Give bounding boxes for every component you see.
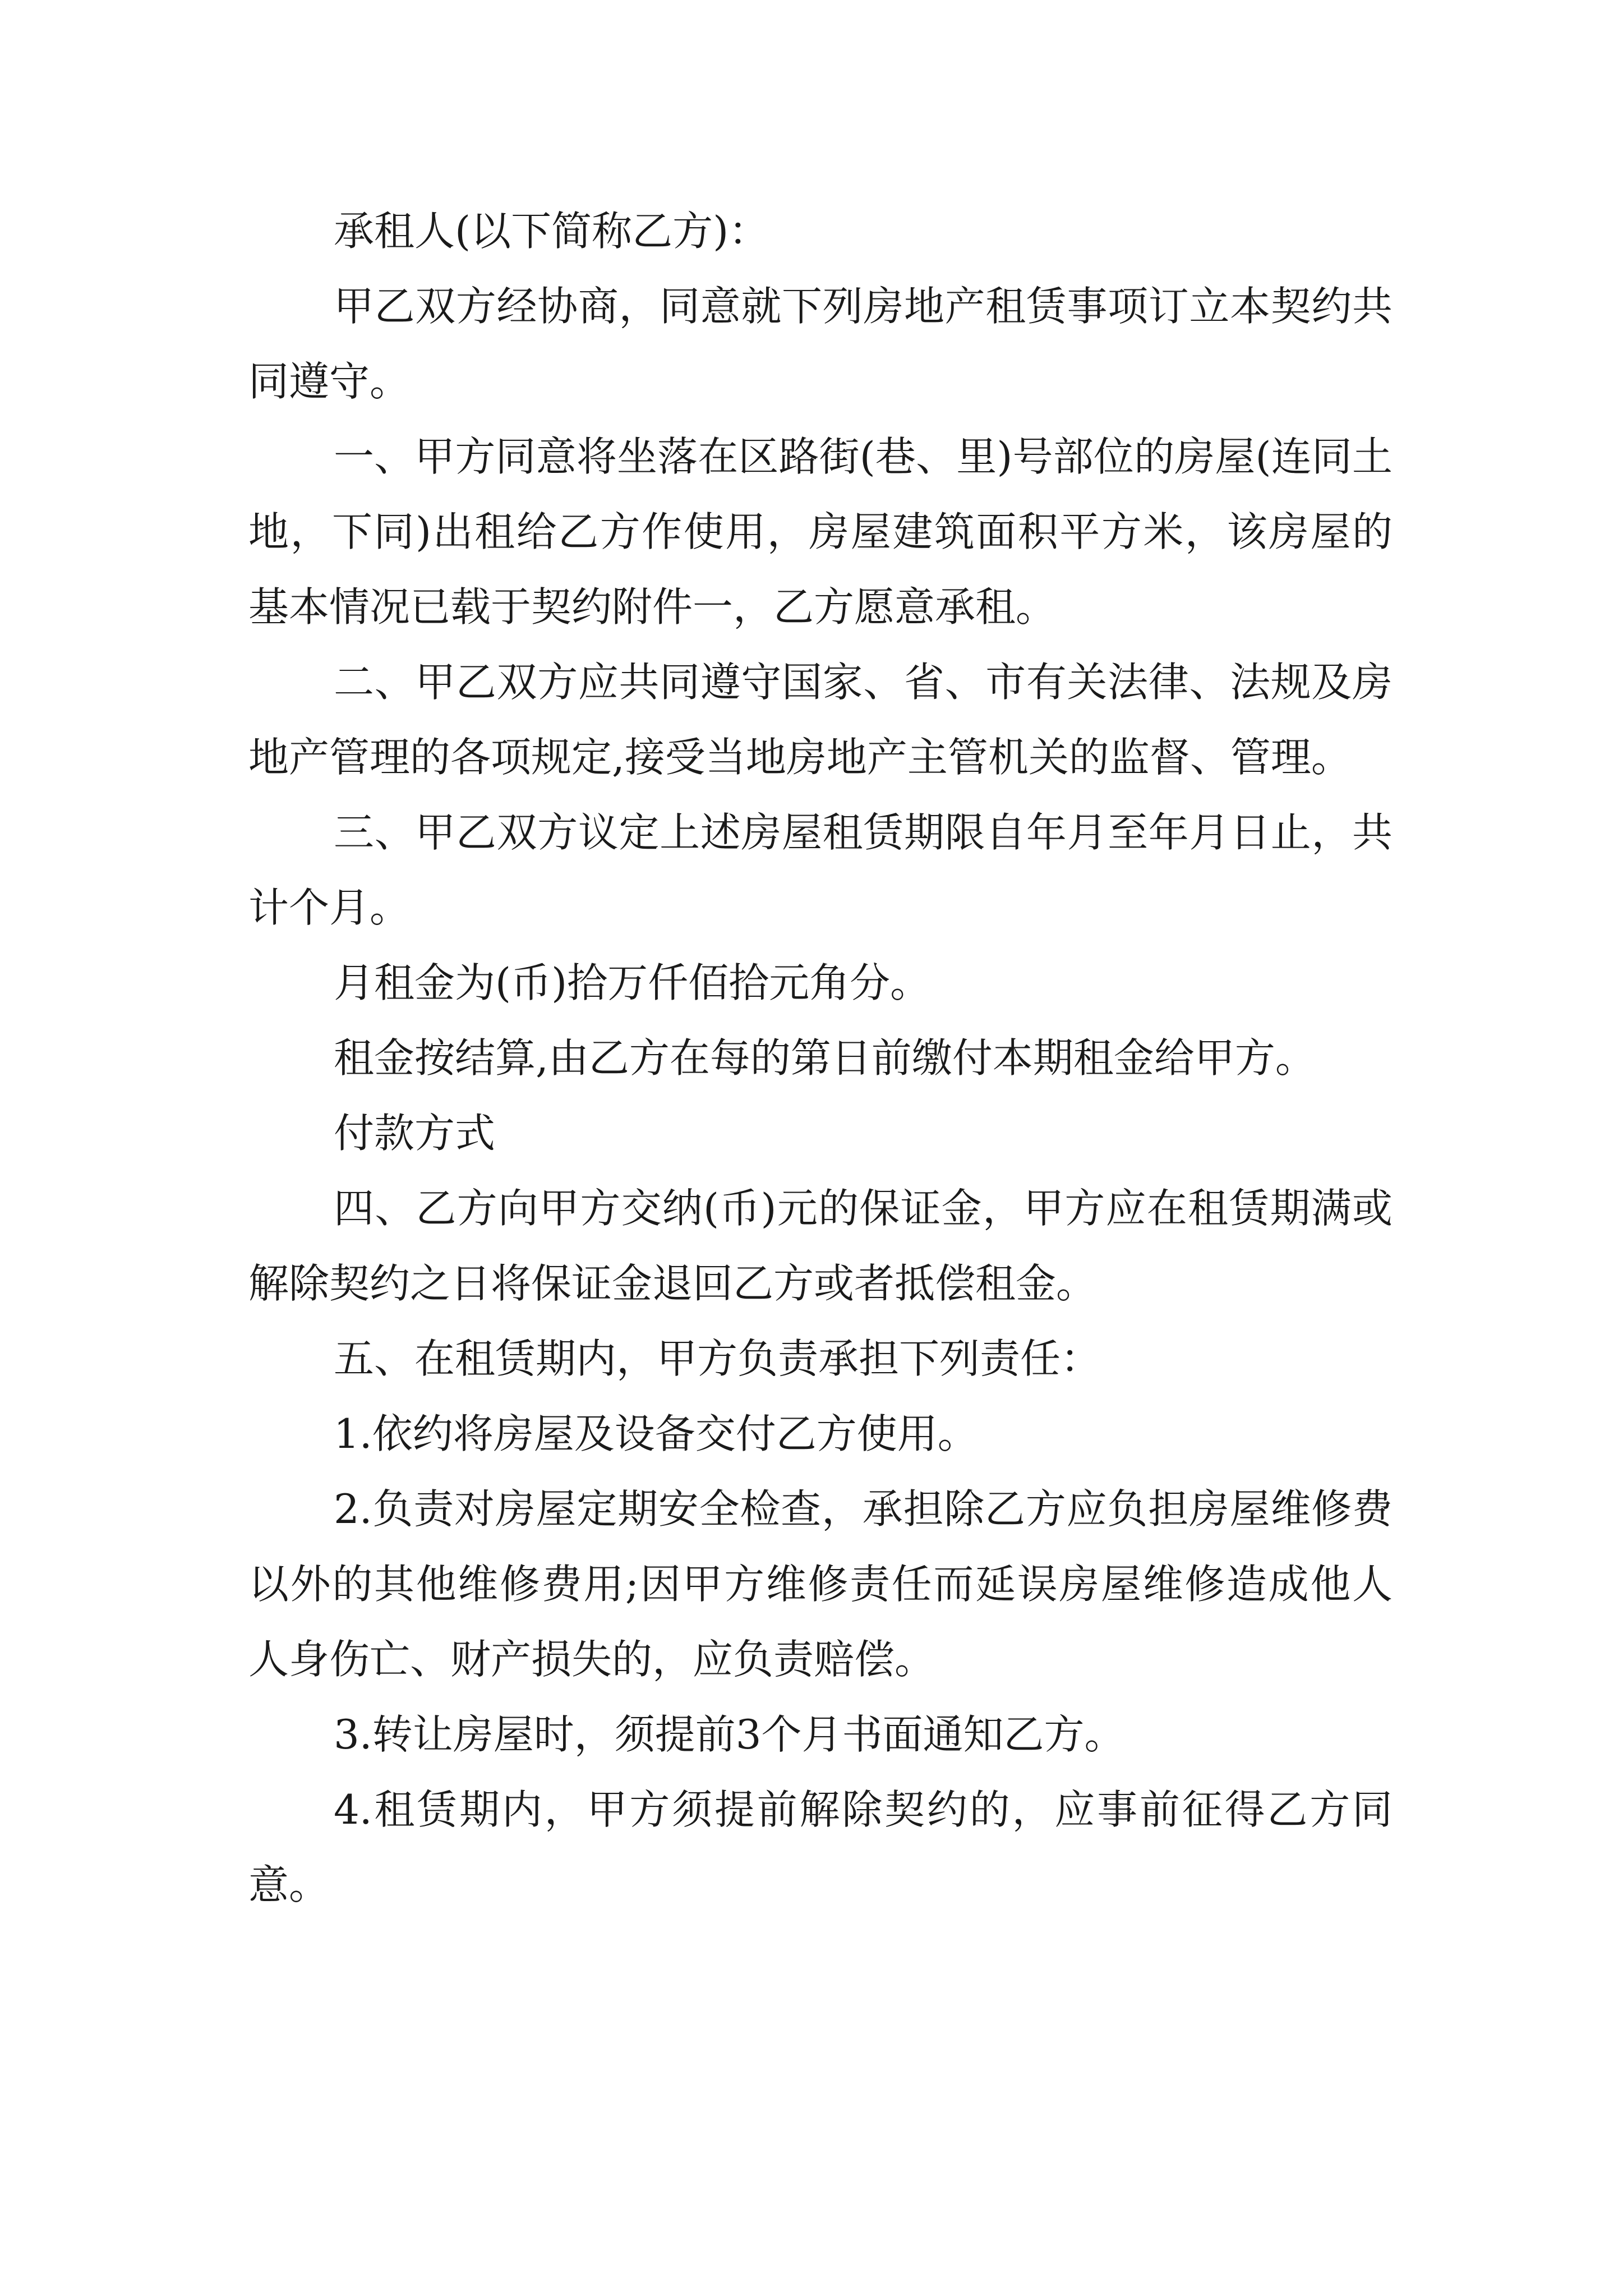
paragraph-item-4: 4.租赁期内，甲方须提前解除契约的，应事前征得乙方同意。 [248, 1786, 1393, 1908]
paragraph-clause-4: 四、乙方向甲方交纳(币)元的保证金，甲方应在租赁期满或解除契约之日将保证金退回乙方或者抵偿租金。 [248, 1185, 1393, 1307]
paragraph-preamble: 甲乙双方经协商，同意就下列房地产租赁事项订立本契约共同遵守。 [248, 283, 1393, 405]
paragraph-monthly-rent: 月租金为(币)拾万仟佰拾元角分。 [334, 959, 931, 1006]
paragraph-item-1: 1.依约将房屋及设备交付乙方使用。 [334, 1410, 978, 1457]
paragraph-clause-1: 一、甲方同意将坐落在区路街(巷、里)号部位的房屋(连同土地，下同)出租给乙方作使用，房屋建筑面积平方米，该房屋的基本情况已载于契约附件一，乙方愿意承租。 [248, 433, 1393, 631]
paragraph-clause-3: 三、甲乙双方议定上述房屋租赁期限自年月至年月日止，共计个月。 [248, 809, 1393, 931]
paragraph-clause-5: 五、在租赁期内，甲方负责承担下列责任： [334, 1335, 1101, 1382]
document-body [248, 194, 1393, 1922]
paragraph-item-3: 3.转让房屋时，须提前3个月书面通知乙方。 [334, 1711, 1125, 1758]
paragraph-rent-settlement: 租金按结算,由乙方在每的第日前缴付本期租金给甲方。 [334, 1034, 1316, 1082]
paragraph-clause-2: 二、甲乙双方应共同遵守国家、省、市有关法律、法规及房地产管理的各项规定,接受当地房地产主管机关的监督、管理。 [248, 659, 1393, 781]
paragraph-item-2: 2.负责对房屋定期安全检查，承担除乙方应负担房屋维修费以外的其他维修费用;因甲方维修责任而延误房屋维修造成他人人身伤亡、财产损失的，应负责赔偿。 [248, 1485, 1393, 1683]
paragraph-lessee: 承租人(以下简称乙方)： [334, 208, 769, 255]
paragraph-payment-method: 付款方式 [334, 1110, 496, 1157]
